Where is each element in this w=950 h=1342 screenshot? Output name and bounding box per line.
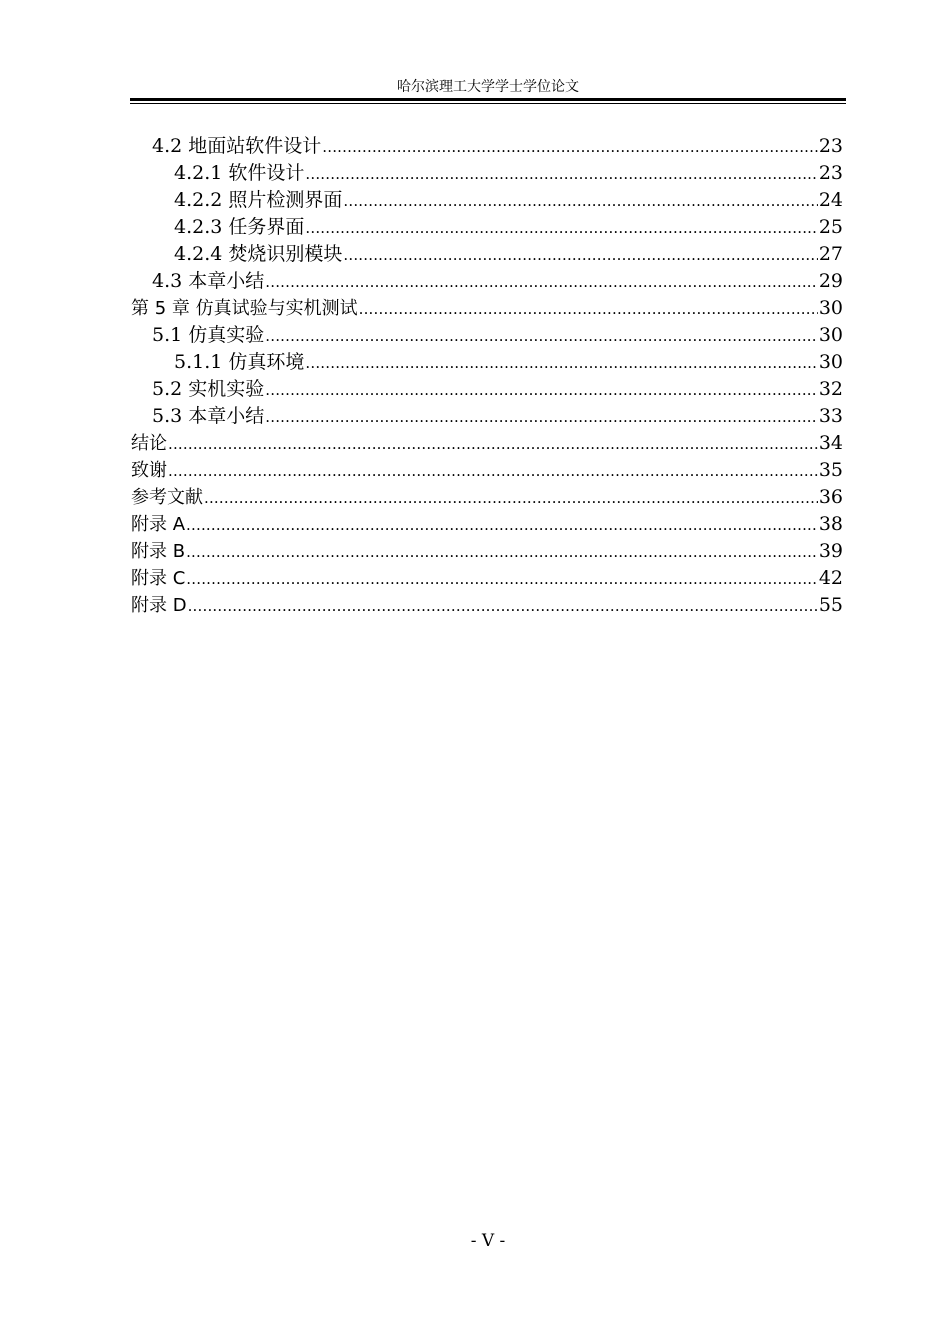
toc-entry[interactable] [131,214,843,241]
toc-entry-chapter[interactable] [131,592,843,619]
toc-entry-label: 4.2 地面站软件设计 [152,135,322,157]
toc-leader-dots [168,458,818,485]
toc-entry-label: 4.2.2 照片检测界面 [174,189,343,211]
toc-leader-dots [343,188,817,215]
toc-entry-chapter[interactable] [131,538,843,565]
toc-entry-label: 附录 C [131,568,186,589]
toc-entry-page: 55 [818,594,843,616]
toc-entry-page: 38 [818,513,843,535]
toc-leader-dots [186,566,818,593]
toc-entry-label: 致谢 [131,460,167,481]
toc-entry[interactable] [131,133,843,160]
toc-entry-page: 42 [818,567,843,589]
toc-entry-page: 30 [818,324,843,346]
toc-entry-page: 30 [818,297,843,319]
header-rule-thick [130,98,846,101]
header-rule-thin [130,103,846,104]
toc-leader-dots [343,242,817,269]
toc-entry-label: 5.2 实机实验 [152,378,265,400]
toc-entry[interactable] [131,160,843,187]
toc-entry-label: 附录 D [131,595,187,616]
toc-entry[interactable] [131,349,843,376]
toc-entry-chapter[interactable] [131,484,843,511]
toc-entry[interactable] [131,187,843,214]
page-header: 哈尔滨理工大学学士学位论文 [397,79,579,95]
toc-entry-page: 24 [818,189,843,211]
toc-entry-label: 4.2.3 任务界面 [174,216,305,238]
toc-entry-label: 4.3 本章小结 [152,270,265,292]
toc-leader-dots [305,350,817,377]
toc-leader-dots [265,323,818,350]
toc-entry-chapter[interactable] [131,295,843,322]
toc-entry[interactable] [131,403,843,430]
toc-entry-chapter[interactable] [131,565,843,592]
toc-entry-page: 33 [818,405,843,427]
toc-entry-page: 32 [818,378,843,400]
toc-leader-dots [265,404,818,431]
toc-leader-dots [186,512,818,539]
toc-entry-page: 23 [818,135,843,157]
toc-leader-dots [186,539,818,566]
toc-entry-label: 附录 A [131,514,186,535]
toc-leader-dots [265,377,818,404]
toc-entry-label: 4.2.4 焚烧识别模块 [174,243,343,265]
toc-leader-dots [359,296,818,323]
toc-entry[interactable] [131,322,843,349]
toc-leader-dots [168,431,818,458]
toc-leader-dots [305,215,817,242]
toc-entry-chapter[interactable] [131,430,843,457]
toc-entry-chapter[interactable] [131,457,843,484]
toc-entry-page: 27 [818,243,843,265]
toc-entry-label: 结论 [131,433,167,454]
toc-entry[interactable] [131,241,843,268]
toc-entry[interactable] [131,268,843,295]
toc-entry-chapter[interactable] [131,511,843,538]
toc-entry-page: 30 [818,351,843,373]
toc-leader-dots [204,485,818,512]
toc-entry-label: 5.1 仿真实验 [152,324,265,346]
toc-entry-page: 34 [818,432,843,454]
table-of-contents [131,133,843,619]
page-number: - V - [470,1231,506,1251]
toc-entry-page: 35 [818,459,843,481]
toc-entry-label: 参考文献 [131,487,203,508]
toc-entry-page: 23 [818,162,843,184]
toc-entry-page: 36 [818,486,843,508]
toc-entry-page: 39 [818,540,843,562]
toc-entry-label: 4.2.1 软件设计 [174,162,305,184]
toc-entry-label: 第 5 章 仿真试验与实机测试 [131,298,358,319]
toc-entry-label: 5.1.1 仿真环境 [174,351,305,373]
toc-leader-dots [188,593,818,620]
toc-leader-dots [305,161,817,188]
toc-leader-dots [322,134,818,161]
toc-entry-label: 附录 B [131,541,186,562]
toc-entry-page: 25 [818,216,843,238]
toc-entry-label: 5.3 本章小结 [152,405,265,427]
toc-entry[interactable] [131,376,843,403]
toc-leader-dots [265,269,818,296]
toc-entry-page: 29 [818,270,843,292]
